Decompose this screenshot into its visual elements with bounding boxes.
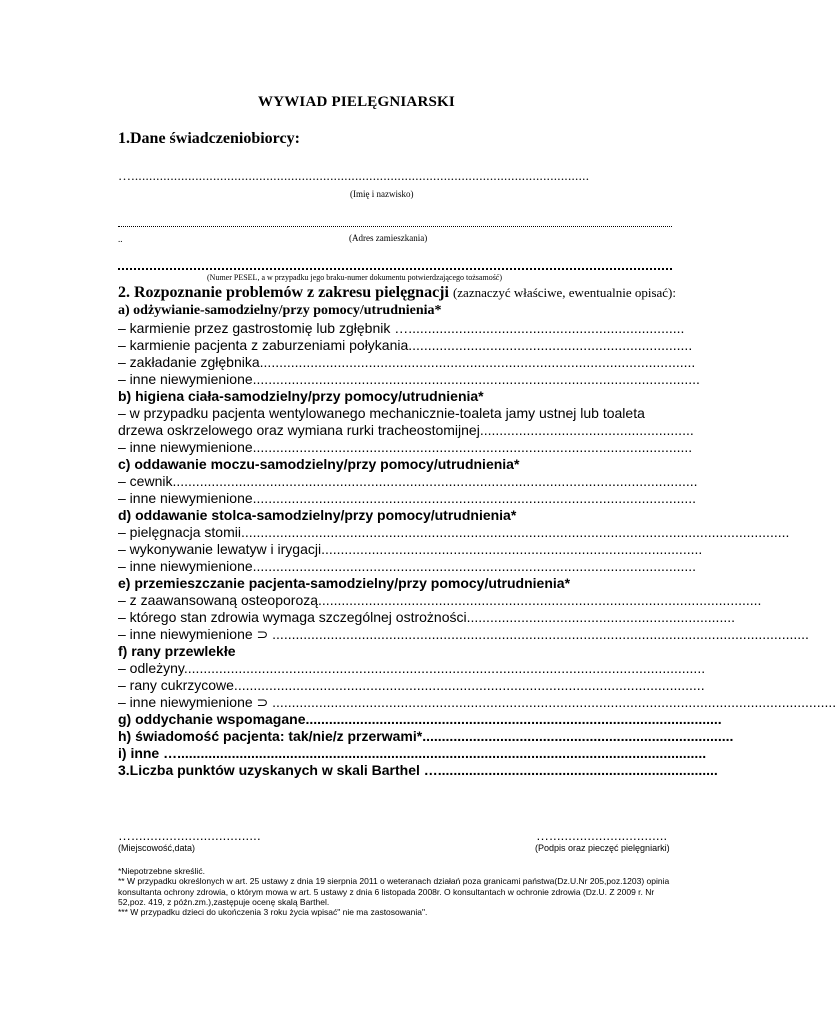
list-item: – z zaawansowaną osteoporozą.................................................................................................................. — [118, 592, 762, 608]
list-item: – w przypadku pacjenta wentylowanego mechanicznie-toaleta jamy ustnej lub toaleta — [118, 405, 645, 421]
name-fill-line: …................................................................................................................................. — [118, 168, 590, 183]
footnote: *** W przypadku dzieci do ukończenia 3 roku życia wpisać" nie ma zastosowania". — [118, 907, 428, 917]
section2-title: 2. Rozpoznanie problemów z zakresu pielęgnacji — [118, 284, 449, 301]
place-date-fill-line: ….................................. — [118, 828, 261, 843]
list-item: – cewnik....................................................................................................................................... — [118, 473, 698, 489]
section2-heading — [118, 284, 676, 302]
list-item: – inne niewymienione.................................................................................................................. — [118, 558, 697, 574]
subsection-e-heading: e) przemieszczanie pacjenta-samodzielny/przy pomocy/utrudnienia* — [118, 575, 571, 591]
subsection-f-heading: f) rany przewlekłe — [118, 643, 236, 659]
signature-fill-line: …............................... — [536, 828, 668, 843]
place-date-caption: (Miejscowość,data) — [118, 843, 196, 853]
list-item: – wykonywanie lewatyw i irygacji.................................................................................................. — [118, 541, 703, 557]
list-item: – karmienie pacjenta z zaburzeniami połykania......................................................................... — [118, 337, 693, 353]
list-item: – inne niewymienione ⊃ .......................................................................................................................................... — [118, 626, 809, 642]
list-item: – którego stan zdrowia wymaga szczególnej ostrożności..................................................................... — [118, 609, 735, 625]
section3-heading: 3.Liczba punktów uzyskanych w skali Barthel …........................................................................ — [118, 762, 718, 778]
pesel-fill-line — [118, 268, 672, 270]
subsection-i-heading: i) inne …........................................................................................................................................ — [118, 745, 707, 761]
address-caption: (Adres zamieszkania) — [349, 233, 428, 243]
signature-caption: (Podpis oraz pieczęć pielęgniarki) — [535, 843, 670, 853]
address-dots: .. — [118, 234, 123, 244]
subsection-h-heading: h) świadomość pacjenta: tak/nie/z przerwami*................................................................................ — [118, 728, 734, 744]
subsection-a-heading: a) odżywianie-samodzielny/przy pomocy/utrudnienia* — [118, 303, 442, 318]
name-caption: (Imię i nazwisko) — [350, 189, 414, 199]
subsection-b-heading: b) higiena ciała-samodzielny/przy pomocy/utrudnienia* — [118, 388, 484, 404]
subsection-g-heading: g) oddychanie wspomagane........................................................................................................... — [118, 711, 722, 727]
list-item: – inne niewymienione.................................................................................................................. — [118, 490, 697, 506]
footnote: ** W przypadku określonych w art. 25 ustawy z dnia 19 sierpnia 2011 o weteranach działań poza granicami państwa(Dz.U.Nr 205,poz.1203) opinia konsultanta ochrony zdrowia, o którym mowa w art. 5 ustawy z dnia 6 listopada 2008r. O konsultantach w ochronie zdrowia (Dz.U. Z 2009 r. Nr 52,poz. 419, z późn.zm.),zastępuje ocenę skalą Barthel. — [118, 876, 670, 907]
list-item: – inne niewymienione................................................................................................................. — [118, 439, 693, 455]
subsection-c-heading: c) oddawanie moczu-samodzielny/przy pomocy/utrudnienia* — [118, 456, 520, 472]
address-fill-line — [118, 226, 672, 227]
list-item: drzewa oskrzelowego oraz wymiana rurki tracheostomijnej....................................................... — [118, 422, 694, 438]
subsection-d-heading: d) oddawanie stolca-samodzielny/przy pomocy/utrudnienia* — [118, 507, 517, 523]
section2-note: (zaznaczyć właściwe, ewentualnie opisać): — [452, 285, 676, 300]
section1-heading: 1.Dane świadczeniobiorcy: — [118, 130, 300, 147]
document-title: WYWIAD PIELĘGNIARSKI — [258, 94, 455, 110]
list-item: – inne niewymienione ⊃ ................................................................................................................................................. — [118, 694, 836, 710]
list-item: – zakładanie zgłębnika................................................................................................................ — [118, 354, 696, 370]
list-item: – pielęgnacja stomii............................................................................................................................................. — [118, 524, 790, 540]
pesel-caption: (Numer PESEL, a w przypadku jego braku-numer dokumentu potwierdzającego tożsamość) — [207, 273, 503, 282]
list-item: – rany cukrzycowe......................................................................................................................... — [118, 677, 705, 693]
footnote: *Niepotrzebne skreślić. — [118, 866, 205, 876]
list-item: – odleżyny...................................................................................................................................... — [118, 660, 706, 676]
list-item: – karmienie przez gastrostomię lub zgłębnik …....................................................................... — [118, 320, 685, 336]
list-item: – inne niewymienione................................................................................................................... — [118, 371, 700, 387]
